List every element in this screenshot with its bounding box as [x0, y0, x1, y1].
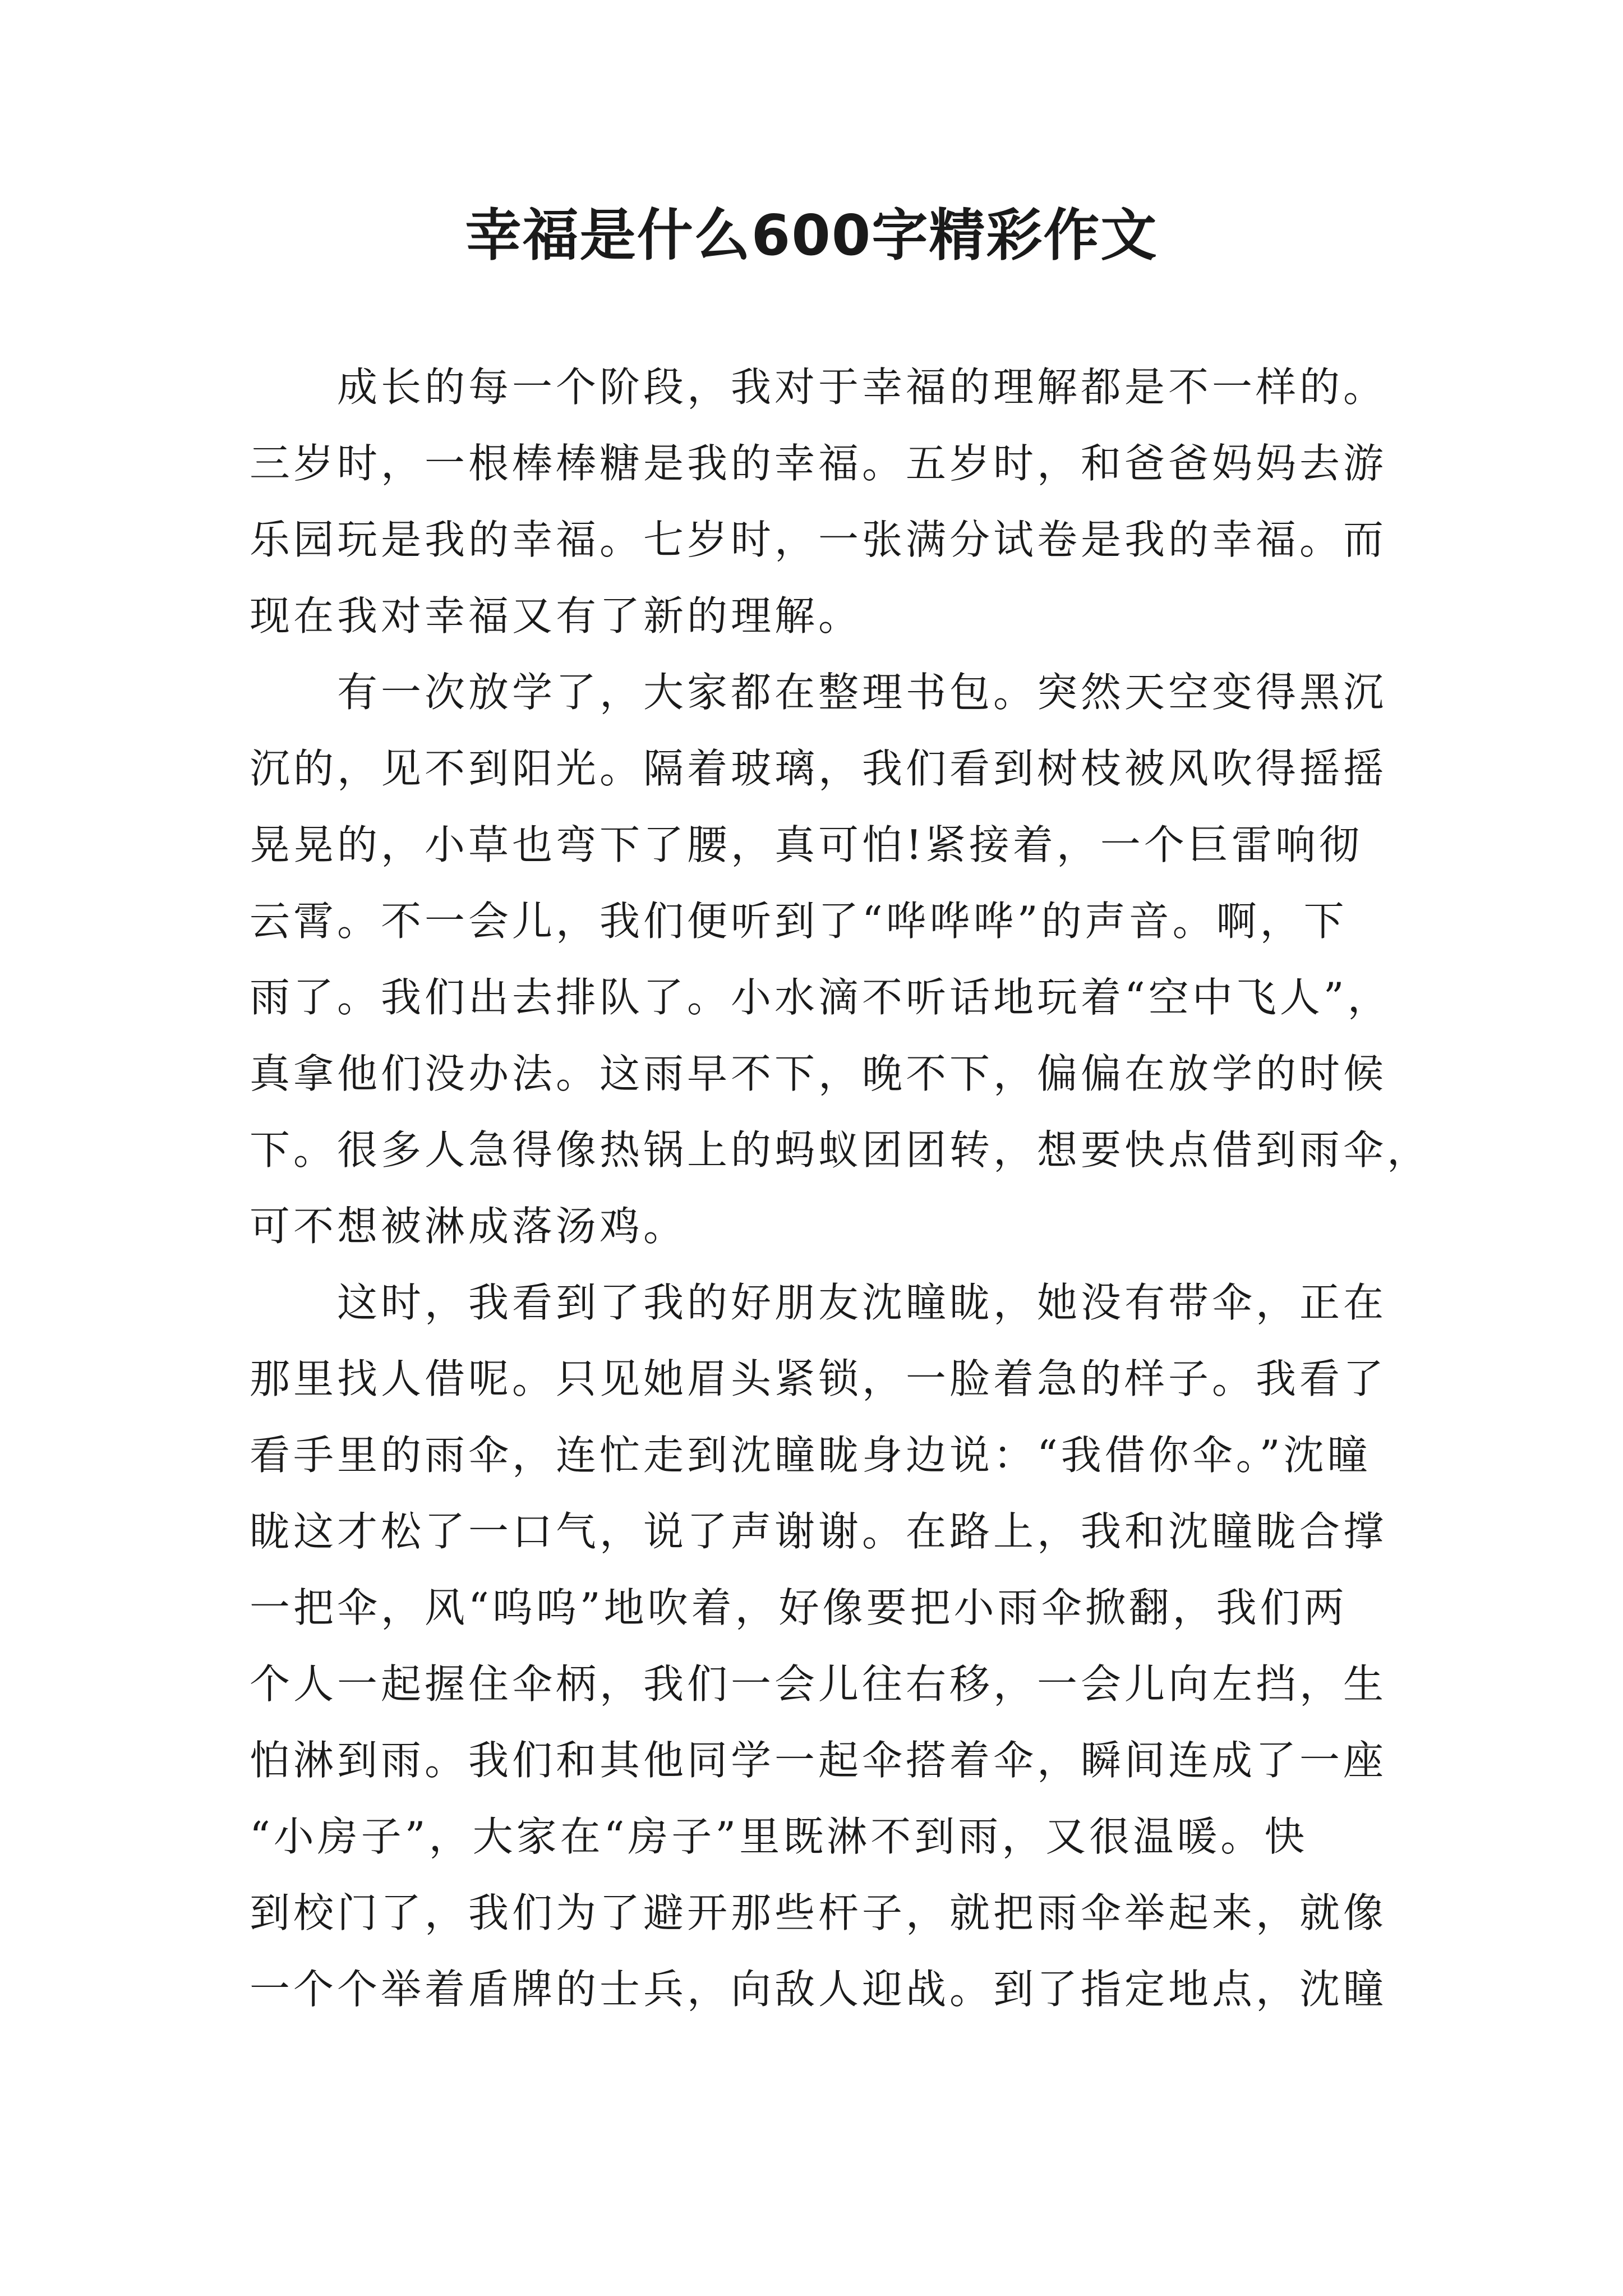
text-line: 一个个举着盾牌的士兵，向敌人迎战。到了指定地点，沈瞳 — [250, 1966, 1387, 2013]
text-line: 雨了。我们出去排队了。小水滴不听话地玩着“空中飞人”， — [250, 974, 1391, 1021]
text-line: 晃晃的，小草也弯下了腰，真可怕!紧接着，一个巨雷响彻 — [250, 821, 1363, 868]
text-line: 三岁时，一根棒棒糖是我的幸福。五岁时，和爸爸妈妈去游 — [250, 440, 1387, 487]
text-line: 沉的，见不到阳光。隔着玻璃，我们看到树枝被风吹得摇摇 — [250, 745, 1387, 792]
text-line: 看手里的雨伞，连忙走到沈瞳眬身边说：“我借你伞。”沈瞳 — [250, 1432, 1371, 1479]
text-line: 云霄。不一会儿，我们便听到了“哗哗哗”的声音。啊，下 — [250, 898, 1348, 945]
text-line: 有一次放学了，大家都在整理书包。突然天空变得黑沉 — [250, 669, 1387, 716]
text-line: 现在我对幸福又有了新的理解。 — [250, 592, 863, 639]
text-line: 下。很多人急得像热锅上的蚂蚁团团转，想要快点借到雨伞， — [250, 1126, 1431, 1174]
text-line: 成长的每一个阶段，我对于幸福的理解都是不一样的。 — [250, 364, 1387, 411]
essay-body — [250, 349, 1431, 2027]
text-line: “小房子”，大家在“房子”里既淋不到雨，又很温暖。快 — [250, 1813, 1308, 1860]
text-line: 眬这才松了一口气，说了声谢谢。在路上，我和沈瞳眬合撑 — [250, 1508, 1387, 1555]
text-line: 乐园玩是我的幸福。七岁时，一张满分试卷是我的幸福。而 — [250, 516, 1387, 563]
text-line: 一把伞，风“呜呜”地吹着，好像要把小雨伞掀翻，我们两 — [250, 1584, 1348, 1631]
text-line: 真拿他们没办法。这雨早不下，晚不下，偏偏在放学的时候 — [250, 1050, 1387, 1097]
text-line: 到校门了，我们为了避开那些杆子，就把雨伞举起来，就像 — [250, 1889, 1387, 1936]
text-line: 可不想被淋成落汤鸡。 — [250, 1203, 688, 1250]
document-title: 幸福是什么600字精彩作文 — [465, 203, 1158, 268]
text-line: 个人一起握住伞柄，我们一会儿往右移，一会儿向左挡，生 — [250, 1660, 1387, 1708]
text-line: 这时，我看到了我的好朋友沈瞳眬，她没有带伞，正在 — [250, 1279, 1387, 1326]
text-line: 那里找人借呢。只见她眉头紧锁，一脸着急的样子。我看了 — [250, 1355, 1387, 1402]
text-line: 怕淋到雨。我们和其他同学一起伞搭着伞，瞬间连成了一座 — [250, 1737, 1387, 1784]
